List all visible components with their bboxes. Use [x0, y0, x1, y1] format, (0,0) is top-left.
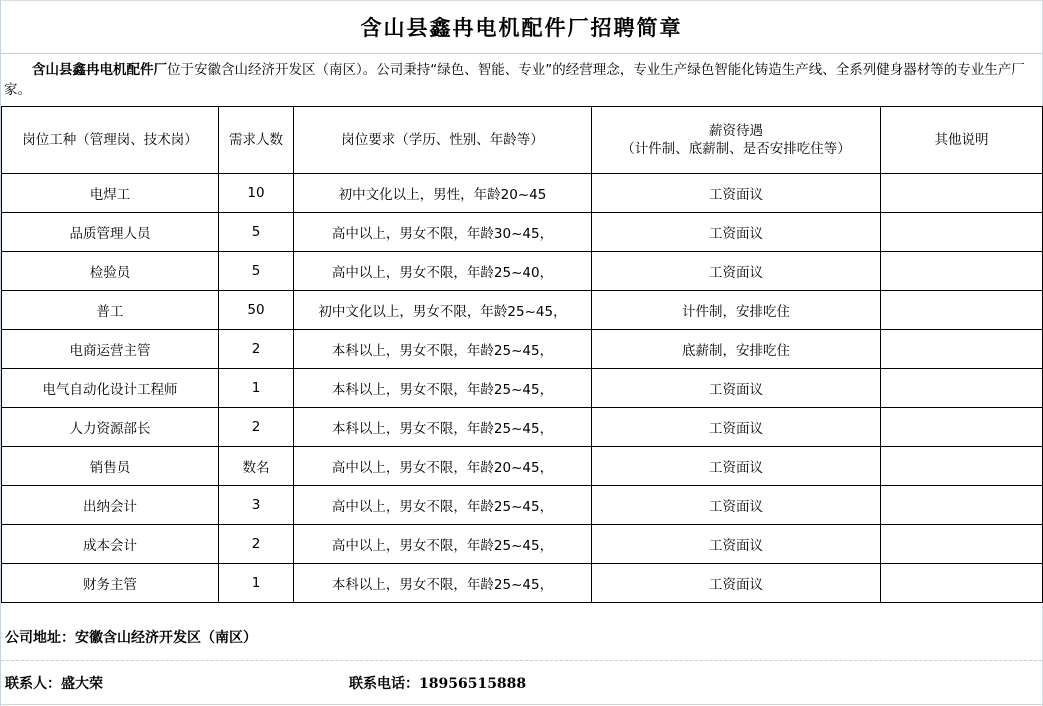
intro-text: 位于安徽含山经济开发区（南区）。公司秉持“绿色、智能、专业”的经营理念，专业生产绿色智能化铸造生产线、全系列健身器材等的专业生产厂家。 — [4, 62, 1025, 98]
cell-count[interactable]: 2 — [219, 525, 294, 564]
cell-count[interactable]: 5 — [219, 213, 294, 252]
cell-count[interactable]: 1 — [219, 369, 294, 408]
cell-notes[interactable] — [881, 447, 1043, 486]
cell-requirements[interactable]: 初中文化以上，男性，年龄20~45 — [294, 174, 592, 213]
cell-count[interactable]: 数名 — [219, 447, 294, 486]
cell-position[interactable]: 普工 — [2, 291, 219, 330]
cell-notes[interactable] — [881, 408, 1043, 447]
cell-position[interactable]: 品质管理人员 — [2, 213, 219, 252]
table-row — [2, 369, 1043, 408]
cell-salary[interactable]: 底薪制，安排吃住 — [592, 330, 881, 369]
cell-count[interactable]: 1 — [219, 564, 294, 603]
cell-requirements[interactable]: 高中以上，男女不限，年龄30~45， — [294, 213, 592, 252]
cell-notes[interactable] — [881, 174, 1043, 213]
cell-requirements[interactable]: 初中文化以上，男女不限，年龄25~45， — [294, 291, 592, 330]
cell-notes[interactable] — [881, 486, 1043, 525]
cell-count[interactable]: 50 — [219, 291, 294, 330]
cell-salary[interactable]: 工资面议 — [592, 213, 881, 252]
cell-position[interactable]: 电商运营主管 — [2, 330, 219, 369]
cell-count[interactable]: 10 — [219, 174, 294, 213]
cell-requirements[interactable]: 本科以上，男女不限，年龄25~45， — [294, 564, 592, 603]
cell-salary[interactable]: 工资面议 — [592, 447, 881, 486]
table-header-row — [2, 107, 1043, 174]
cell-count[interactable]: 2 — [219, 408, 294, 447]
company-address[interactable]: 公司地址：安徽含山经济开发区（南区） — [5, 630, 257, 646]
cell-notes[interactable] — [881, 525, 1043, 564]
table-row — [2, 213, 1043, 252]
cell-requirements[interactable]: 高中以上，男女不限，年龄20~45， — [294, 447, 592, 486]
header-requirements[interactable]: 岗位要求（学历、性别、年龄等） — [294, 107, 592, 174]
cell-notes[interactable] — [881, 369, 1043, 408]
cell-salary[interactable]: 工资面议 — [592, 486, 881, 525]
cell-notes[interactable] — [881, 564, 1043, 603]
cell-notes[interactable] — [881, 252, 1043, 291]
cell-salary[interactable]: 工资面议 — [592, 252, 881, 291]
table-row — [2, 174, 1043, 213]
table-row — [2, 564, 1043, 603]
table-row — [2, 447, 1043, 486]
header-position[interactable]: 岗位工种（管理岗、技术岗） — [2, 107, 219, 174]
cell-notes[interactable] — [881, 291, 1043, 330]
header-notes[interactable]: 其他说明 — [881, 107, 1043, 174]
cell-position[interactable]: 电气自动化设计工程师 — [2, 369, 219, 408]
header-salary[interactable] — [592, 107, 881, 174]
cell-requirements[interactable]: 高中以上，男女不限，年龄25~45， — [294, 486, 592, 525]
cell-requirements[interactable]: 本科以上，男女不限，年龄25~45， — [294, 408, 592, 447]
table-row — [2, 330, 1043, 369]
header-count[interactable]: 需求人数 — [219, 107, 294, 174]
cell-position[interactable]: 电焊工 — [2, 174, 219, 213]
cell-salary[interactable]: 工资面议 — [592, 174, 881, 213]
cell-position[interactable]: 出纳会计 — [2, 486, 219, 525]
cell-salary[interactable]: 计件制，安排吃住 — [592, 291, 881, 330]
cell-requirements[interactable]: 高中以上，男女不限，年龄25~40， — [294, 252, 592, 291]
cell-position[interactable]: 人力资源部长 — [2, 408, 219, 447]
cell-position[interactable]: 检验员 — [2, 252, 219, 291]
table-row — [2, 252, 1043, 291]
cell-requirements[interactable]: 高中以上，男女不限，年龄25~45， — [294, 525, 592, 564]
intro-company-name: 含山县鑫冉电机配件厂 — [32, 62, 167, 78]
cell-salary[interactable]: 工资面议 — [592, 564, 881, 603]
cell-position[interactable]: 财务主管 — [2, 564, 219, 603]
cell-count[interactable]: 5 — [219, 252, 294, 291]
cell-salary[interactable]: 工资面议 — [592, 369, 881, 408]
cell-salary[interactable]: 工资面议 — [592, 525, 881, 564]
table-row — [2, 525, 1043, 564]
contact-row — [5, 661, 1041, 705]
cell-count[interactable]: 3 — [219, 486, 294, 525]
table-row — [2, 486, 1043, 525]
cell-requirements[interactable]: 本科以上，男女不限，年龄25~45， — [294, 330, 592, 369]
header-salary-line2: （计件制、底薪制、是否安排吃住等） — [621, 141, 851, 157]
sheet-bottom-gridline — [0, 704, 1043, 705]
cell-count[interactable]: 2 — [219, 330, 294, 369]
cell-salary[interactable]: 工资面议 — [592, 408, 881, 447]
table-row — [2, 291, 1043, 330]
intro-cell[interactable] — [4, 60, 1040, 100]
header-salary-line1: 薪资待遇 — [709, 123, 763, 139]
cell-notes[interactable] — [881, 213, 1043, 252]
cell-position[interactable]: 成本会计 — [2, 525, 219, 564]
jobs-table — [1, 106, 1043, 603]
contact-person[interactable]: 联系人：盛大荣 — [5, 676, 103, 692]
cell-requirements[interactable]: 本科以上，男女不限，年龄25~45， — [294, 369, 592, 408]
table-row — [2, 408, 1043, 447]
cell-position[interactable]: 销售员 — [2, 447, 219, 486]
cell-notes[interactable] — [881, 330, 1043, 369]
title-cell[interactable] — [1, 1, 1042, 54]
page-title: 含山县鑫冉电机配件厂招聘简章 — [360, 15, 683, 40]
contact-phone[interactable]: 联系电话：18956515888 — [349, 676, 527, 692]
